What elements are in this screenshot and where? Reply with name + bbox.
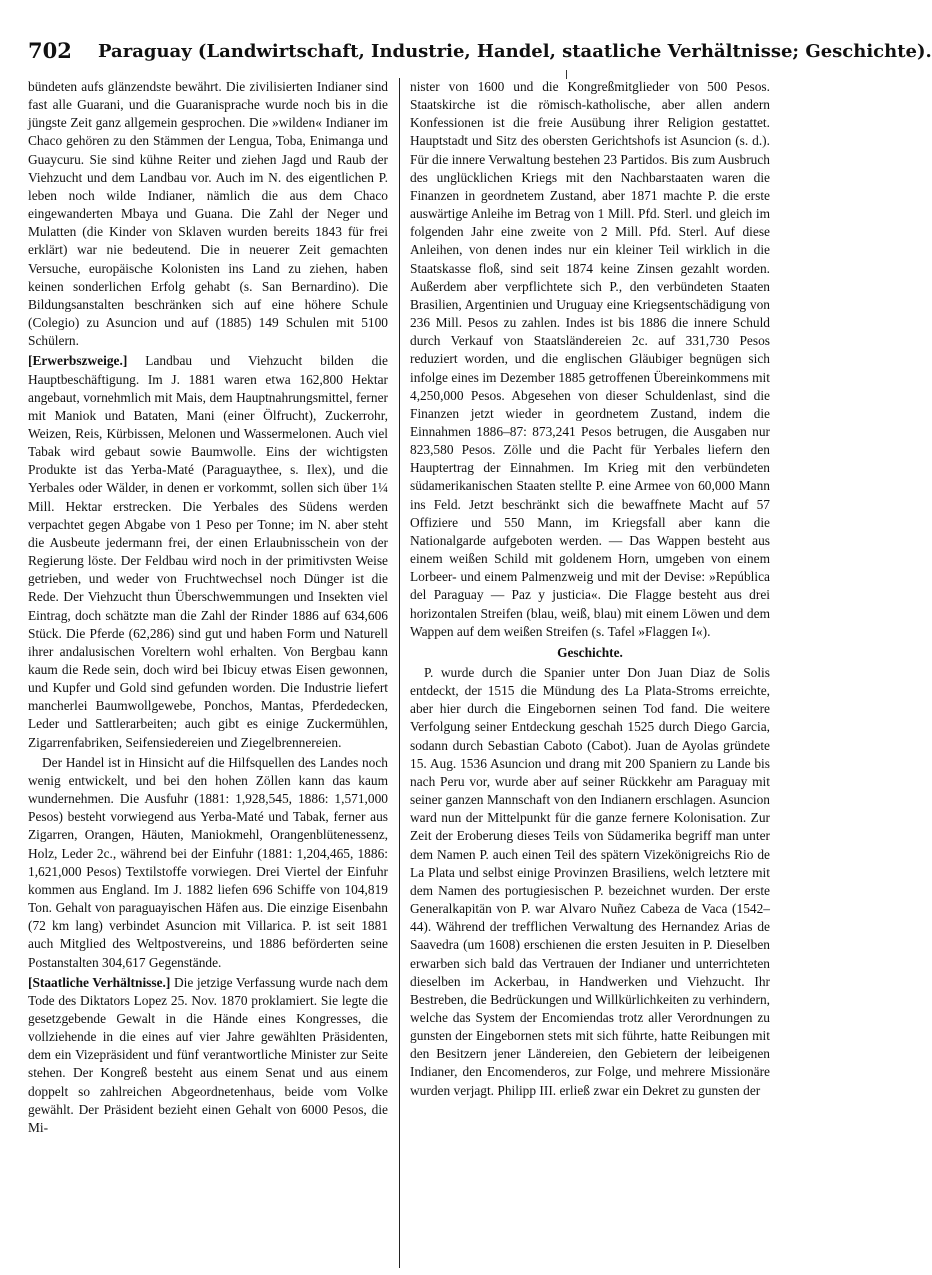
running-title: Paraguay (Landwirtschaft, Industrie, Handel, staatliche Verhältnisse; Geschichte). — [98, 41, 932, 62]
page-number: 702 — [28, 38, 72, 63]
column-divider — [399, 78, 400, 1268]
paragraph-staatliche-verhaeltnisse — [28, 974, 388, 1137]
paragraph-geschichte: P. wurde durch die Spanier unter Don Juan Diaz de Solis entdeckt, der 1515 die Mündung des La Plata-Stroms erreichte, aber hier durch die Eingebornen seinen Tod fand. Die weitere Verfolgung seiner Entdeckung geschah 1525 durch Diego Garcia, sodann durch Sebastian Caboto (Cabot). Juan de Ayolas gründete 15. Aug. 1536 Asuncion und drang mit 200 Spaniern zu Lande bis nach Peru vor, wurde aber auf seiner Rückkehr am Paraguay mit seiner ganzen Mannschaft von den Indianern erschlagen. Asuncion ward nun der Mittelpunkt für die ganze fernere Kolonisation. Zur Zeit der Eroberung dieses Teils von Südamerika begriff man unter dem Namen P. auch einen Teil des spätern Vizekönigreichs Rio de La Plata und selbst einige Provinzen Brasiliens, welch letztere mit dem Namen des portugiesischen P. bezeichnet wurden. Der erste Generalkapitän von P. war Alvaro Nuñez Cabeza de Vaca (1542–44). Während der trefflichen Verwaltung des Hernandez Arias de Saavedra (um 1608) erschienen die ersten Jesuiten in P. Dieselben erwarben sich bald das Vertrauen der Indianer und unterrichteten dieselben im Ackerbau, in Handwerken und Viehzucht. Ihr Bestreben, die Bedrückungen und Willkürlichkeiten zu verhindern, welche das System der Encomiendas trotz aller Verordnungen zu gunsten der Eingebornen stets mit sich führte, hatte Reibungen mit den Besitzern jener Ländereien, den Gebietern der leibeigenen Indianer, den Encomenderos, zur Folge, und mehrere Missionäre wurden verjagt. Philipp III. erließ zwar ein Dekret zu gunsten der — [410, 665, 770, 1098]
section-label-staatliche-verhaeltnisse: [Staatliche Verhältnisse.] — [28, 974, 171, 990]
left-column — [28, 78, 388, 1137]
paragraph-erwerbszweige-text: Landbau und Viehzucht bilden die Hauptbeschäftigung. Im J. 1881 waren etwa 162,800 Hektar angebaut, vornehmlich mit Mais, dem Hauptnahrungsmittel, ferner mit Maniok und Bataten, Mani (einer Ölfrucht), Zuckerrohr, Weizen, Reis, Kürbissen, Melonen und Wassermelonen. Auch viel Tabak wird gebaut sowie Baumwolle. Eins der wichtigsten Produkte ist das Yerba-Maté (Paraguaythee, s. Ilex), und die Yerbales oder Wälder, in denen er vorkommt, sollen sich über 1¼ Mill. Hektar erstrecken. Die Yerbales des Südens werden verpachtet gegen Abgabe von 1 Peso per Tonne; im N. aber steht die Ausbeute jedermann frei, der einen Erlaubnisschein von der Regierung löste. Der Feldbau wird noch in der primitivsten Weise getrieben, und weder von Fruchtwechsel noch Dünger ist die Rede. Der Viehzucht thun Überschwemmungen und Insekten viel Eintrag, doch schätzte man die Zahl der Rinder 1886 auf 634,606 Stück. Die Pferde (62,286) sind gut und haben Form und Naturell ihrer andalusischen Voreltern wohl erhalten. Von Bergbau kann kaum die Rede sein, doch wird bei Ibicuy etwas Eisen gewonnen, und Kupfer und Gold sind gefunden worden. Die Industrie liefert mancherlei Baumwollgewebe, Ponchos, Mantas, Pferdedecken, Leder und Sattlerarbeiten; auch gibt es einige Zuckermühlen, Zigarrenfabriken, Seifensiedereien und Ziegelbrennereien. — [28, 353, 388, 750]
page-header — [28, 38, 932, 68]
paragraph-finanzen: nister von 1600 und die Kongreßmitglieder von 500 Pesos. Staatskirche ist die römisch-katholische, aber allen andern Konfessionen ist die freie Ausübung ihrer Religion gestattet. Hauptstadt und Sitz des obersten Gerichtshofs ist Asuncion (s. d.). Für die innere Verwaltung bestehen 23 Partidos. Bis zum Ausbruch des unglücklichen Kriegs mit den Nachbarstaaten waren die Finanzen in geordnetem Zustand, aber 1871 machte P. die erste auswärtige Anleihe im Betrag von 1 Mill. Pfd. Sterl. und gleich im folgenden Jahr eine zweite von 2 Mill. Pfd. Sterl. Auf diese Anleihen, von denen indes nur ein kleiner Teil wirklich in die Staatskasse floß, sind seit 1874 keine Zinsen gezahlt worden. Außerdem aber verpflichtete sich P., den verbündeten Staaten Brasilien, Argentinien und Uruguay eine Kriegsentschädigung von 236 Mill. Pesos zu zahlen. Indes ist bis 1886 die innere Schuld durch Verkauf von Staatsländereien 2c. auf 331,730 Pesos reduziert worden, und die englischen Gläubiger begnügen sich infolge eines im Dezember 1885 getroffenen Übereinkommens mit 4,250,000 Pesos. Abgesehen von dieser Schuldenlast, sind die Finanzen jetzt wieder in geordnetem Zustand, indem die Einnahmen 1886–87: 873,241 Pesos betrugen, die Ausgaben nur 823,580 Pesos. Zölle und die Pacht für Yerbales liefern den Hauptertrag der Einnahmen. Im Krieg mit den verbündeten südamerikanischen Staaten stellte P. eine Armee von 60,000 Mann ins Feld. Jetzt beschränkt sich die bewaffnete Macht auf 57 Offiziere und 550 Mann, im Kriegsfall aber kann die Nationalgarde aufgeboten werden. — Das Wappen besteht aus einem weißen Schild mit goldenem Horn, umgeben von einem Lorbeer- und einem Palmenzweig und mit der Devise: »República del Paraguay — Paz y justicia«. Die Flagge besteht aus drei horizontalen Streifen (blau, weiß, blau) mit einem Löwen und dem Wappen auf dem weißen Streifen (s. Tafel »Flaggen I«). — [410, 79, 770, 639]
paragraph-population: bündeten aufs glänzendste bewährt. Die zivilisierten Indianer sind fast alle Guarani, und die Guaranisprache wurde noch bis in die jüngste Zeit ganz allgemein gesprochen. Die »wilden« Indianer im Chaco gehören zu den Stämmen der Lengua, Toba, Enimanga und Guaycuru. Sie sind kühne Reiter und ziehen Jagd und Raub der Viehzucht und dem Landbau vor. Auch im N. des eigentlichen P. leben noch wilde Indianer, nämlich die aus dem Chaco eingewanderten Mbaya und Guana. Die Zahl der Neger und Mulatten (die Kinder von Sklaven wurden bereits 1843 für frei erklärt) war nie bedeutend. Die in neuerer Zeit gemachten Versuche, europäische Kolonisten ins Land zu ziehen, haben keinen sonderlichen Erfolg gehabt (s. San Bernardino). Die Bildungsanstalten beschränken sich auf eine höhere Schule (Colegio) zu Asuncion und auf (1885) 149 Schulen mit 5100 Schülern. — [28, 79, 388, 349]
right-column — [410, 78, 770, 1100]
paragraph-handel: Der Handel ist in Hinsicht auf die Hilfsquellen des Landes noch wenig entwickelt, und bei den hohen Zöllen kann das kaum wundernehmen. Die Ausfuhr (1881: 1,928,545, 1886: 1,571,000 Pesos) besteht vorwiegend aus Yerba-Maté und Tabak, ferner aus Zigarren, Orangen, Häuten, Maniokmehl, Orangenblütenessenz, Holz, Leder 2c., während bei der Einfuhr (1881: 1,204,465, 1886: 1,621,000 Pesos) Textilstoffe vorwiegen. Drei Viertel der Einfuhr kommen aus England. Im J. 1882 liefen 696 Schiffe von 104,819 Ton. Gehalt von paraguayischen Häfen aus. Die einzige Eisenbahn (72 km lang) verbindet Asuncion mit Villarica. P. ist seit 1881 auch Mitglied des Weltpostvereins, und 1886 beförderten seine Postanstalten 304,617 Gegenstände. — [28, 754, 388, 970]
paragraph-staat-text: Die jetzige Verfassung wurde nach dem Tode des Diktators Lopez 25. Nov. 1870 proklamiert. Sie legte die gesetzgebende Gewalt in die Hände eines Kongresses, die vollziehende in die eines auf vier Jahre gewählten Präsidenten, dem ein Vizepräsident und fünf verantwortliche Minister zur Seite stehen. Der Kongreß besteht aus einem Senat und aus einem doppelt so zahlreichen Abgeordnetenhaus, beide vom Volke gewählt. Der Präsident bezieht einen Gehalt von 6000 Pesos, die Mi- — [28, 974, 388, 1135]
paragraph-erwerbszweige — [28, 352, 388, 751]
section-heading-geschichte: Geschichte. — [557, 644, 623, 660]
dictionary-page — [28, 38, 932, 1268]
section-label-erwerbszweige: [Erwerbszweige.] — [28, 353, 128, 369]
